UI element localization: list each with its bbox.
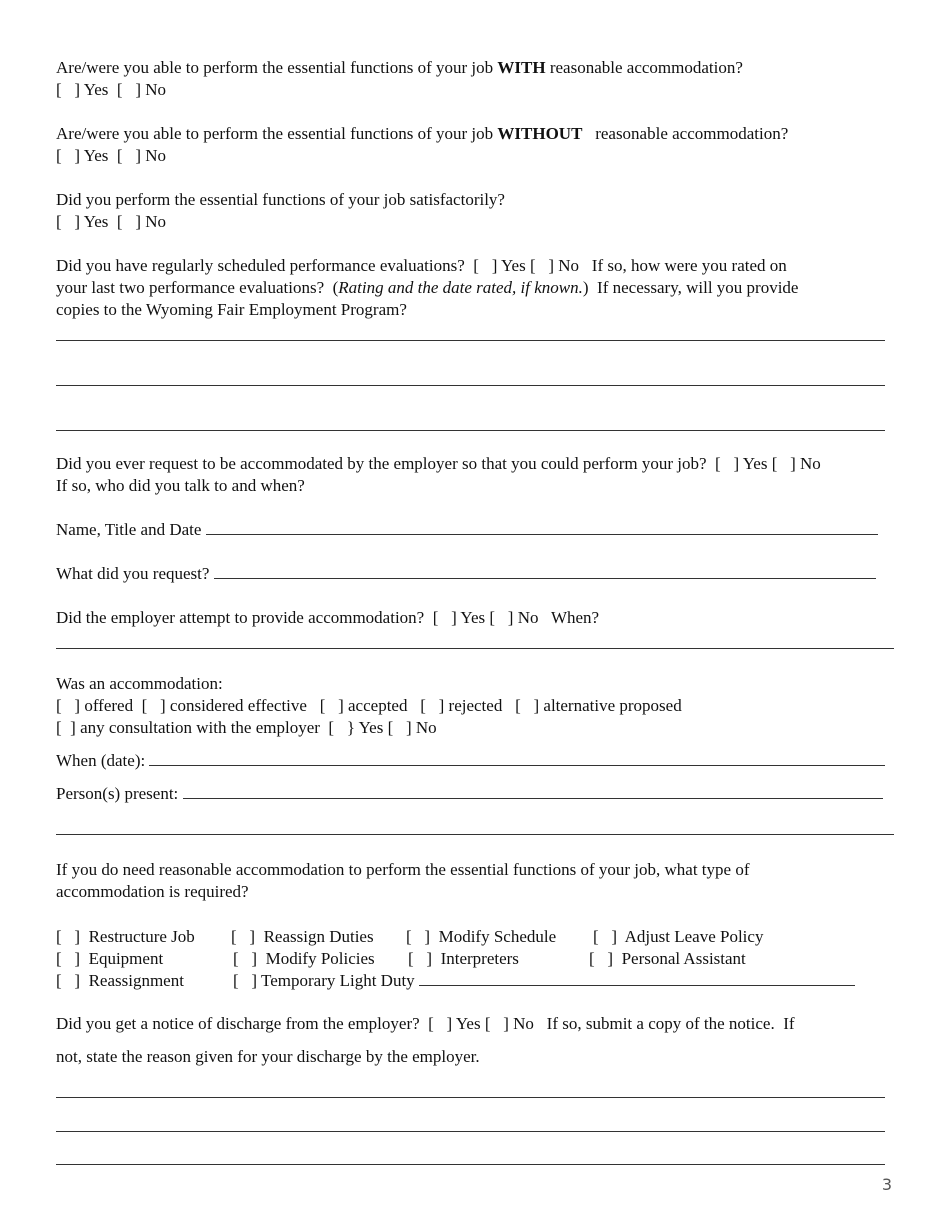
name-title-date-field[interactable]: Name, Title and Date <box>56 519 878 541</box>
question-request-followup: If so, who did you talk to and when? <box>56 476 305 495</box>
option-modify-schedule[interactable]: [ ] Modify Schedule <box>406 927 557 946</box>
question-evaluations-line2: your last two performance evaluations? (Rating and the date rated, if known.) If necessary, will you provide <box>56 278 799 297</box>
question-accommodation-type: If you do need reasonable accommodation to perform the essential functions of your job, what type of <box>56 860 750 879</box>
option-interpreters[interactable]: [ ] Interpreters <box>408 949 519 968</box>
question-without-accommodation: Are/were you able to perform the essential functions of your job WITHOUT reasonable accommodation? <box>56 124 789 143</box>
answer-line[interactable] <box>56 648 894 649</box>
name-title-date-line[interactable] <box>206 533 878 535</box>
option-temporary-light-duty[interactable]: [ ] Temporary Light Duty <box>233 970 855 992</box>
question-satisfactory: Did you perform the essential functions of your job satisfactorily? <box>56 190 505 209</box>
accommodation-type-grid <box>56 926 896 992</box>
answer-line[interactable] <box>56 1097 885 1098</box>
question-with-accommodation: Are/were you able to perform the essential functions of your job WITH reasonable accommodation? <box>56 58 743 77</box>
question-employer-attempt[interactable]: Did the employer attempt to provide accommodation? [ ] Yes [ ] No When? <box>56 608 600 627</box>
option-adjust-leave-policy[interactable]: [ ] Adjust Leave Policy <box>593 927 764 946</box>
answer-line[interactable] <box>56 340 885 341</box>
option-personal-assistant[interactable]: [ ] Personal Assistant <box>589 949 746 968</box>
accommodation-heading: Was an accommodation: <box>56 674 223 693</box>
consultation-options[interactable]: [ ] any consultation with the employer [ } Yes [ ] No <box>56 718 437 737</box>
accommodation-status-options[interactable]: [ ] offered [ ] considered effective [ ] accepted [ ] rejected [ ] alternative proposed <box>56 696 682 715</box>
question-evaluations-line3: copies to the Wyoming Fair Employment Program? <box>56 300 407 319</box>
answer-line[interactable] <box>56 834 894 835</box>
answer-line[interactable] <box>56 385 885 386</box>
option-reassignment[interactable]: [ ] Reassignment <box>56 971 184 990</box>
with-accommodation-options[interactable]: [ ] Yes [ ] No <box>56 80 167 99</box>
persons-present-field[interactable]: Person(s) present: <box>56 783 883 805</box>
page-number: 3 <box>881 1175 892 1194</box>
question-request-accommodation[interactable]: Did you ever request to be accommodated by the employer so that you could perform your job? [ ] Yes [ ] No <box>56 454 821 473</box>
answer-line[interactable] <box>56 1164 885 1165</box>
satisfactory-options[interactable]: [ ] Yes [ ] No <box>56 212 167 231</box>
option-modify-policies[interactable]: [ ] Modify Policies <box>233 949 375 968</box>
answer-line[interactable] <box>56 430 885 431</box>
without-accommodation-options[interactable]: [ ] Yes [ ] No <box>56 146 167 165</box>
question-discharge-reason: not, state the reason given for your discharge by the employer. <box>56 1047 480 1066</box>
when-date-field[interactable]: When (date): <box>56 750 885 772</box>
what-requested-field[interactable]: What did you request? <box>56 563 876 585</box>
what-requested-line[interactable] <box>214 577 876 579</box>
question-evaluations[interactable]: Did you have regularly scheduled performance evaluations? [ ] Yes [ ] No If so, how were you rated on <box>56 256 787 275</box>
when-date-line[interactable] <box>149 764 885 766</box>
option-restructure-job[interactable]: [ ] Restructure Job <box>56 927 195 946</box>
temporary-light-duty-line[interactable] <box>419 984 855 986</box>
option-equipment[interactable]: [ ] Equipment <box>56 949 164 968</box>
question-accommodation-type-line2: accommodation is required? <box>56 882 249 901</box>
question-discharge-notice[interactable]: Did you get a notice of discharge from the employer? [ ] Yes [ ] No If so, submit a copy of the notice. If <box>56 1014 795 1033</box>
answer-line[interactable] <box>56 1131 885 1132</box>
option-reassign-duties[interactable]: [ ] Reassign Duties <box>231 927 374 946</box>
persons-present-line[interactable] <box>183 797 883 799</box>
